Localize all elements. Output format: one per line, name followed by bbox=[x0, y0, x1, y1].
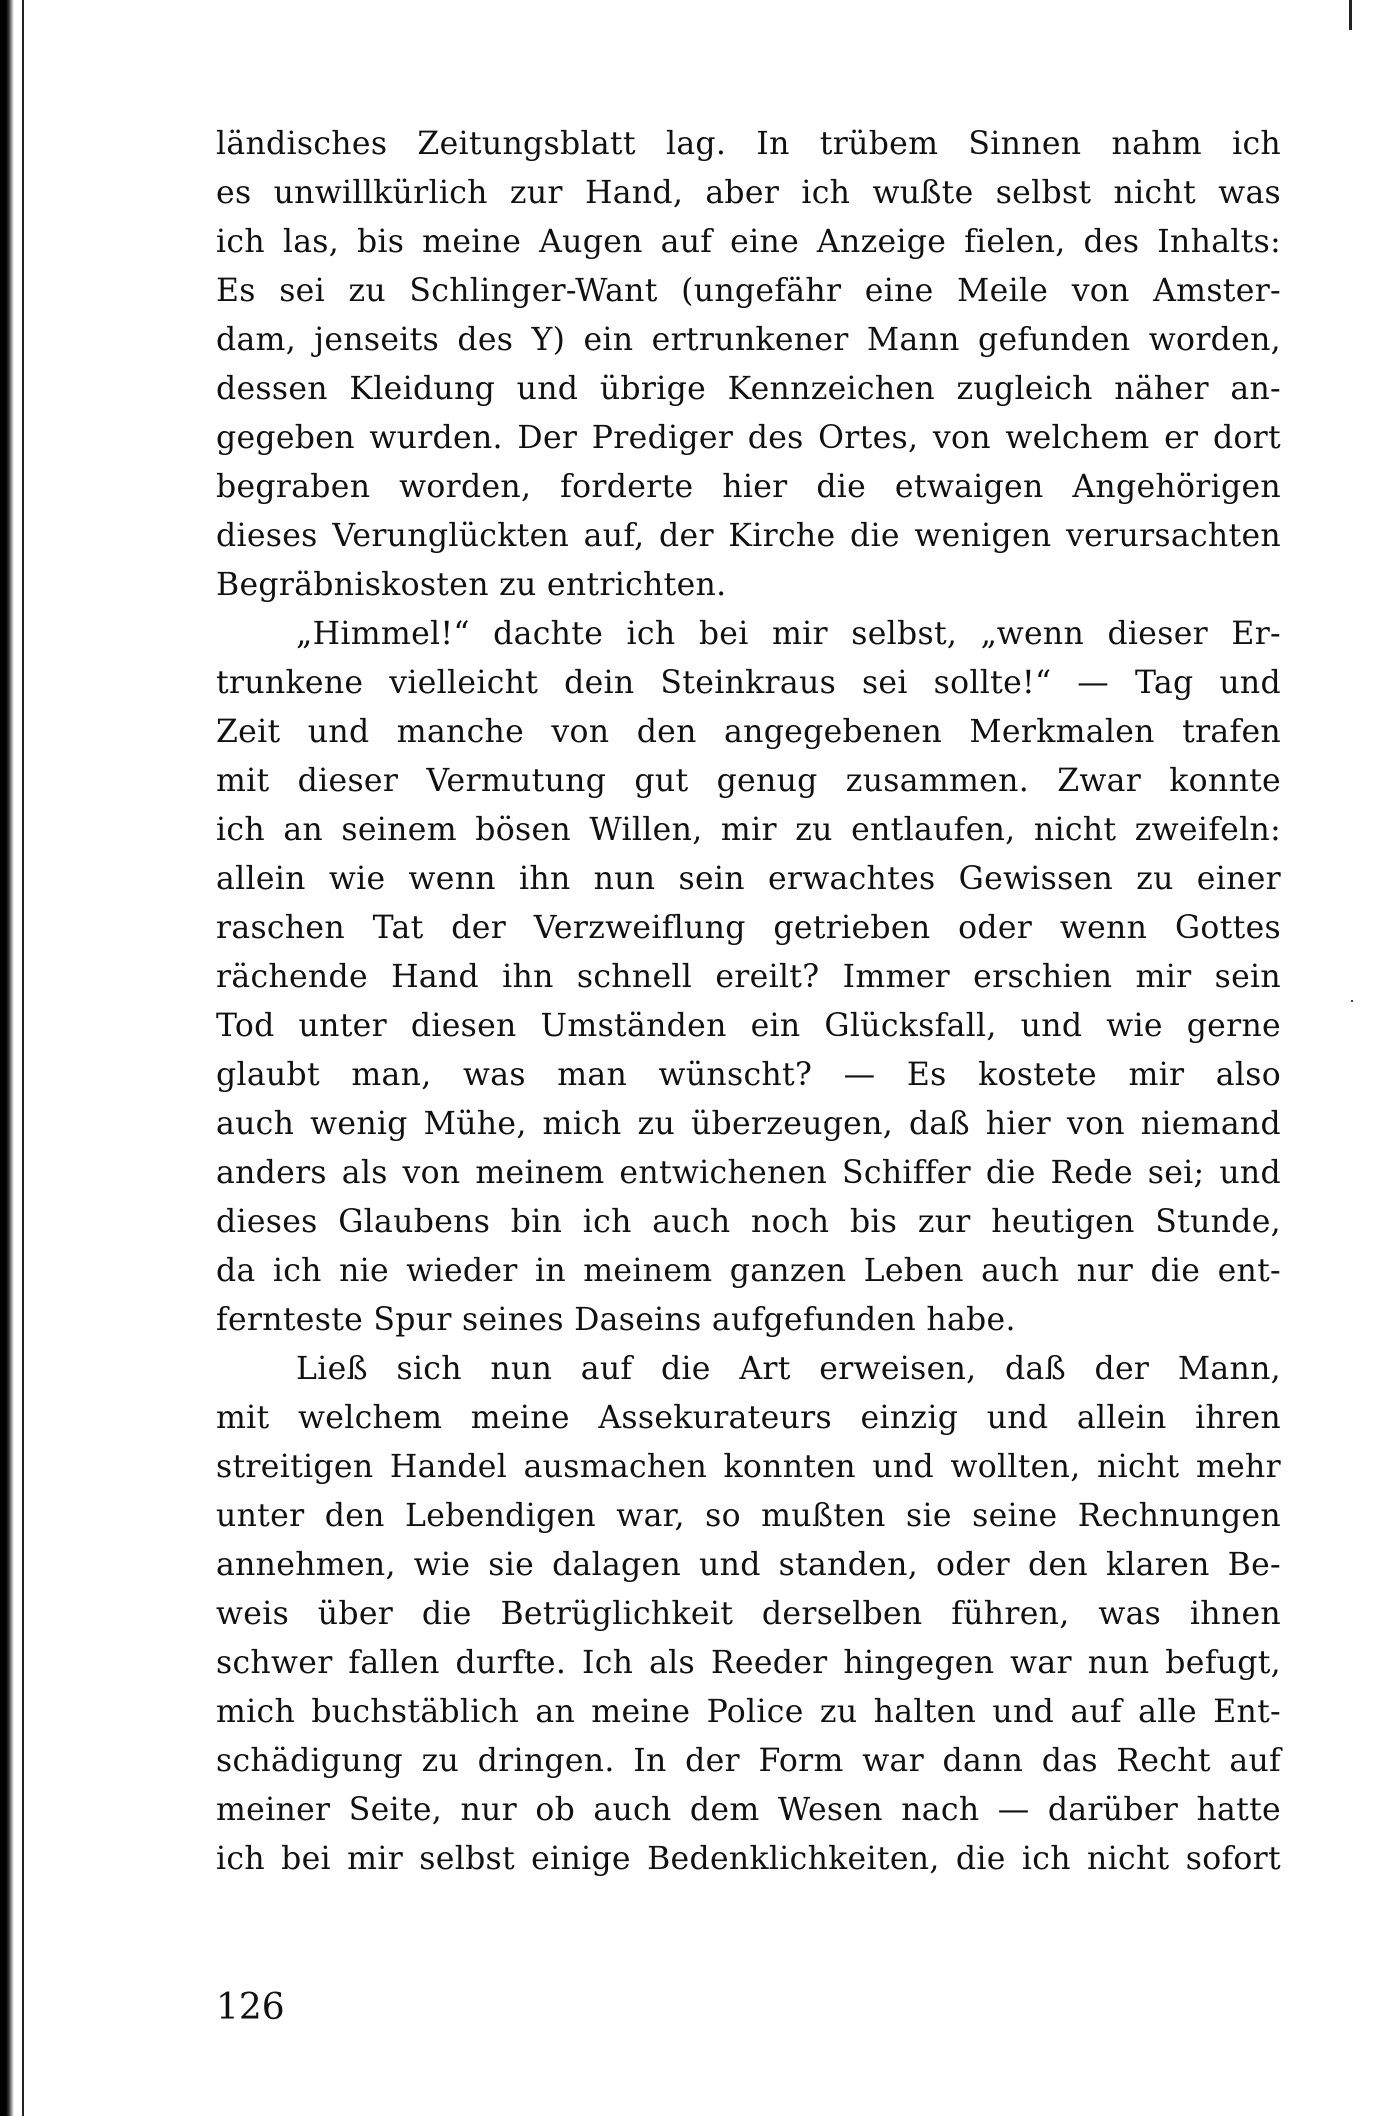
text-line: mit welchem meine Assekurateurs einzig und allein ihren bbox=[216, 1400, 1281, 1436]
text-line: auch wenig Mühe, mich zu überzeugen, daß hier von niemand bbox=[216, 1106, 1281, 1142]
text-line: Tod unter diesen Umständen ein Glücksfall, und wie gerne bbox=[216, 1008, 1281, 1044]
text-line: glaubt man, was man wünscht? — Es kostete mir also bbox=[216, 1057, 1281, 1093]
binding-line bbox=[22, 0, 24, 2116]
page-text-block bbox=[216, 120, 1281, 1884]
text-line: schädigung zu dringen. In der Form war dann das Recht auf bbox=[216, 1743, 1281, 1779]
text-line: Es sei zu Schlinger-Want (ungefähr eine Meile von Amster- bbox=[216, 273, 1281, 309]
text-line: schwer fallen durfte. Ich als Reeder hingegen war nun befugt, bbox=[216, 1645, 1281, 1681]
text-line: allein wie wenn ihn nun sein erwachtes Gewissen zu einer bbox=[216, 861, 1281, 897]
scan-mark-dot bbox=[1351, 1000, 1353, 1002]
text-line: mit dieser Vermutung gut genug zusammen. Zwar konnte bbox=[216, 763, 1281, 799]
scan-mark-top-right bbox=[1349, 0, 1352, 30]
text-line: es unwillkürlich zur Hand, aber ich wußte selbst nicht was bbox=[216, 175, 1281, 211]
text-line: dieses Glaubens bin ich auch noch bis zur heutigen Stunde, bbox=[216, 1204, 1281, 1240]
text-line: Begräbniskosten zu entrichten. bbox=[216, 567, 727, 603]
text-line: gegeben wurden. Der Prediger des Ortes, von welchem er dort bbox=[216, 420, 1281, 456]
text-line: mich buchstäblich an meine Police zu halten und auf alle Ent- bbox=[216, 1694, 1281, 1730]
text-line: fernteste Spur seines Daseins aufgefunden habe. bbox=[216, 1302, 1016, 1338]
text-line: dam, jenseits des Y) ein ertrunkener Mann gefunden worden, bbox=[216, 322, 1281, 358]
text-line: meiner Seite, nur ob auch dem Wesen nach — darüber hatte bbox=[216, 1792, 1281, 1828]
text-line: ich las, bis meine Augen auf eine Anzeige fielen, des Inhalts: bbox=[216, 224, 1281, 260]
text-line: raschen Tat der Verzweiflung getrieben oder wenn Gottes bbox=[216, 910, 1281, 946]
page-number: 126 bbox=[216, 1987, 285, 2028]
text-line: trunkene vielleicht dein Steinkraus sei sollte!“ — Tag und bbox=[216, 665, 1281, 701]
text-line: Ließ sich nun auf die Art erweisen, daß der Mann, bbox=[296, 1351, 1281, 1387]
text-line: da ich nie wieder in meinem ganzen Leben auch nur die ent- bbox=[216, 1253, 1281, 1289]
text-line: ich an seinem bösen Willen, mir zu entlaufen, nicht zweifeln: bbox=[216, 812, 1281, 848]
text-line: „Himmel!“ dachte ich bei mir selbst, „wenn dieser Er- bbox=[296, 616, 1281, 652]
text-line: ländisches Zeitungsblatt lag. In trübem Sinnen nahm ich bbox=[216, 126, 1281, 162]
text-line: dessen Kleidung und übrige Kennzeichen zugleich näher an- bbox=[216, 371, 1281, 407]
text-line: begraben worden, forderte hier die etwaigen Angehörigen bbox=[216, 469, 1281, 505]
text-line: Zeit und manche von den angegebenen Merkmalen trafen bbox=[216, 714, 1281, 750]
binding-edge-shadow bbox=[0, 0, 14, 2116]
text-line: weis über die Betrüglichkeit derselben führen, was ihnen bbox=[216, 1596, 1281, 1632]
text-line: dieses Verunglückten auf, der Kirche die wenigen verursachten bbox=[216, 518, 1281, 554]
text-line: rächende Hand ihn schnell ereilt? Immer erschien mir sein bbox=[216, 959, 1281, 995]
text-line: unter den Lebendigen war, so mußten sie seine Rechnungen bbox=[216, 1498, 1281, 1534]
text-line: anders als von meinem entwichenen Schiffer die Rede sei; und bbox=[216, 1155, 1281, 1191]
text-line: annehmen, wie sie dalagen und standen, oder den klaren Be- bbox=[216, 1547, 1281, 1583]
text-line: streitigen Handel ausmachen konnten und wollten, nicht mehr bbox=[216, 1449, 1281, 1485]
text-line: ich bei mir selbst einige Bedenklichkeiten, die ich nicht sofort bbox=[216, 1841, 1281, 1877]
